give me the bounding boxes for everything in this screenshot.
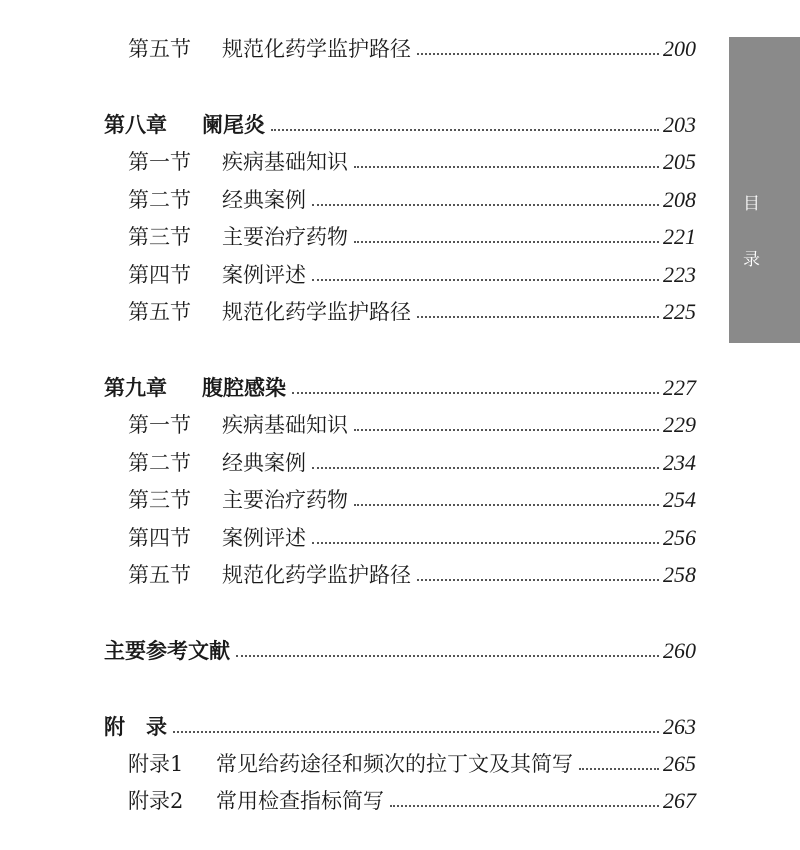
entry-title: 规范化药学监护路径 bbox=[222, 300, 411, 324]
entry-number: 第一节 bbox=[128, 150, 191, 174]
toc-entry[interactable] bbox=[128, 179, 696, 213]
entry-title: 阑尾炎 bbox=[202, 112, 265, 137]
toc-chapter[interactable] bbox=[104, 367, 696, 401]
dot-leader bbox=[579, 768, 659, 770]
entry-title: 规范化药学监护路径 bbox=[222, 37, 411, 61]
toc-entry[interactable] bbox=[128, 291, 696, 325]
entry-number: 附录1 bbox=[128, 752, 184, 776]
toc-entry[interactable] bbox=[128, 28, 696, 62]
side-tab-char: 录 bbox=[743, 250, 760, 270]
entry-number: 第四节 bbox=[128, 526, 191, 550]
toc-chapter[interactable] bbox=[104, 104, 696, 138]
side-tab-char: 目 bbox=[743, 194, 760, 214]
entry-page: 234 bbox=[663, 450, 696, 475]
entry-title: 规范化药学监护路径 bbox=[222, 563, 411, 587]
toc-entry[interactable] bbox=[128, 254, 696, 288]
dot-leader bbox=[173, 731, 659, 733]
entry-title: 案例评述 bbox=[222, 526, 306, 550]
entry-number: 第四节 bbox=[128, 263, 191, 287]
entry-page: 256 bbox=[663, 525, 696, 550]
entry-title: 附 录 bbox=[104, 714, 167, 739]
entry-page: 263 bbox=[663, 714, 696, 739]
entry-number: 第八章 bbox=[104, 112, 167, 137]
entry-page: 200 bbox=[663, 36, 696, 61]
entry-page: 205 bbox=[663, 149, 696, 174]
entry-page: 254 bbox=[663, 487, 696, 512]
toc-entry[interactable] bbox=[128, 479, 696, 513]
entry-title: 经典案例 bbox=[222, 188, 306, 212]
entry-number: 第一节 bbox=[128, 413, 191, 437]
entry-title: 案例评述 bbox=[222, 263, 306, 287]
toc-entry[interactable] bbox=[128, 780, 696, 814]
dot-leader bbox=[354, 429, 659, 431]
entry-number: 第五节 bbox=[128, 563, 191, 587]
entry-title: 疾病基础知识 bbox=[222, 413, 348, 437]
entry-page: 260 bbox=[663, 638, 696, 663]
entry-page: 223 bbox=[663, 262, 696, 287]
entry-title: 主要治疗药物 bbox=[222, 225, 348, 249]
entry-title: 主要治疗药物 bbox=[222, 488, 348, 512]
toc-entry[interactable] bbox=[128, 216, 696, 250]
entry-page: 203 bbox=[663, 112, 696, 137]
dot-leader bbox=[312, 279, 659, 281]
toc-chapter[interactable] bbox=[104, 630, 696, 664]
toc-entry[interactable] bbox=[128, 554, 696, 588]
entry-page: 208 bbox=[663, 187, 696, 212]
dot-leader bbox=[390, 805, 659, 807]
toc-entry[interactable] bbox=[128, 743, 696, 777]
dot-leader bbox=[417, 316, 659, 318]
entry-number: 第三节 bbox=[128, 488, 191, 512]
entry-page: 229 bbox=[663, 412, 696, 437]
entry-page: 227 bbox=[663, 375, 696, 400]
entry-page: 267 bbox=[663, 788, 696, 813]
dot-leader bbox=[312, 542, 659, 544]
toc-entry[interactable] bbox=[128, 517, 696, 551]
dot-leader bbox=[236, 655, 659, 657]
entry-number: 第五节 bbox=[128, 37, 191, 61]
entry-page: 258 bbox=[663, 562, 696, 587]
entry-number: 第五节 bbox=[128, 300, 191, 324]
entry-number: 第三节 bbox=[128, 225, 191, 249]
entry-title: 常用检查指标简写 bbox=[216, 789, 384, 813]
dot-leader bbox=[417, 579, 659, 581]
entry-number: 第二节 bbox=[128, 188, 191, 212]
toc-entry[interactable] bbox=[128, 404, 696, 438]
dot-leader bbox=[354, 241, 659, 243]
dot-leader bbox=[312, 467, 659, 469]
dot-leader bbox=[292, 392, 659, 394]
entry-number: 第二节 bbox=[128, 451, 191, 475]
dot-leader bbox=[312, 204, 659, 206]
entry-number: 第九章 bbox=[104, 375, 167, 400]
toc-entry[interactable] bbox=[128, 141, 696, 175]
dot-leader bbox=[417, 53, 659, 55]
entry-page: 225 bbox=[663, 299, 696, 324]
dot-leader bbox=[354, 166, 659, 168]
entry-number: 附录2 bbox=[128, 789, 184, 813]
dot-leader bbox=[354, 504, 659, 506]
entry-title: 主要参考文献 bbox=[104, 638, 230, 663]
entry-page: 221 bbox=[663, 224, 696, 249]
toc-chapter[interactable] bbox=[104, 706, 696, 740]
entry-title: 经典案例 bbox=[222, 451, 306, 475]
entry-page: 265 bbox=[663, 751, 696, 776]
dot-leader bbox=[271, 129, 659, 131]
entry-title: 疾病基础知识 bbox=[222, 150, 348, 174]
toc-entry[interactable] bbox=[128, 442, 696, 476]
entry-title: 腹腔感染 bbox=[202, 375, 286, 400]
entry-title: 常见给药途径和频次的拉丁文及其简写 bbox=[216, 752, 573, 776]
